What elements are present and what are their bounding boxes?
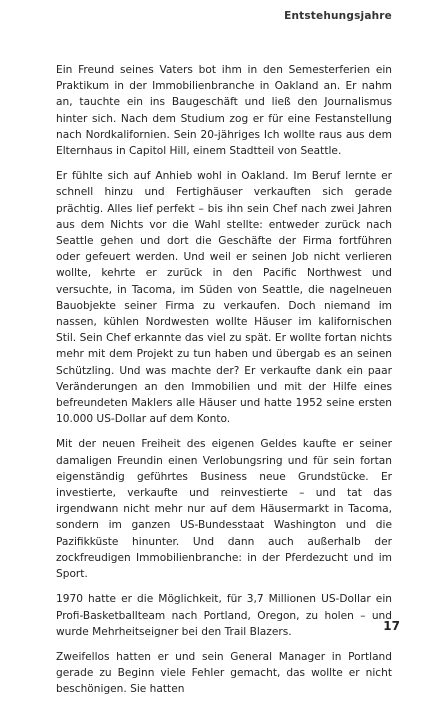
- paragraph: Er fühlte sich auf Anhieb wohl in Oakland. Im Beruf lernte er schnell hinzu und Fertighäuser verkauften sich gerade prächtig. Alles lief perfekt – bis ihn sein Chef nach zwei Jahren aus dem Nichts vor die Wahl stellte: entweder zurück nach Seattle gehen und dort die Geschäfte der Firma fortführen oder gefeuert werden. Und weil er seinen Job nicht verlieren wollte, kehrte er zurück in den Pacific Northwest und versuchte, in Tacoma, im Süden von Seattle, die nagelneuen Bauobjekte seiner Firma zu verkaufen. Doch niemand im nassen, kühlen Nordwesten wollte Häuser im kalifornischen Stil. Sein Chef erkannte das viel zu spät. Er wollte fortan nichts mehr mit dem Projekt zu tun haben und übergab es an seinen Schützling. Und was machte der? Er verkaufte dank ein paar Veränderungen an den Immobilien und mit der Hilfe eines befreundeten Maklers alle Häuser und hatte 1952 seine ersten 10.000 US-Dollar auf dem Konto.: [56, 170, 392, 426]
- body-text: [56, 62, 392, 707]
- paragraph: Zweifellos hatten er und sein General Manager in Portland gerade zu Beginn viele Fehler gemacht, das wollte er nicht beschönigen. Sie hatten: [56, 650, 392, 696]
- running-head: Entstehungsjahre: [284, 10, 392, 22]
- paragraph: 1970 hatte er die Möglichkeit, für 3,7 Millionen US-Dollar ein Profi-Basketballteam nach Portland, Oregon, zu holen – und wurde Mehrheitseigner bei den Trail Blazers.: [56, 593, 392, 638]
- paragraph: Ein Freund seines Vaters bot ihm in den Semesterferien ein Praktikum in der Immobilienbranche in Oakland an. Er nahm an, tauchte ein ins Baugeschäft und ließ den Journalismus hinter sich. Nach dem Studium zog er für eine Festanstellung nach Nordkalifornien. Sein 20-jähriges Ich wollte raus aus dem Elternhaus in Capitol Hill, einem Stadtteil von Seattle.: [56, 64, 392, 158]
- paragraph: Mit der neuen Freiheit des eigenen Geldes kaufte er seiner damaligen Freundin einen Verlobungsring und für sein fortan eigenständig geführtes Business neue Grundstücke. Er investierte, verkaufte und reinvestierte – und tat das irgendwann nicht mehr nur auf dem Häusermarkt in Tacoma, sondern im ganzen US-Bundesstaat Washington und die Pazifikküste hinunter. Und dann auch außerhalb der zockfreudigen Immobilienbranche: in der Pferdezucht und im Sport.: [56, 438, 392, 581]
- page-number: 17: [383, 619, 400, 633]
